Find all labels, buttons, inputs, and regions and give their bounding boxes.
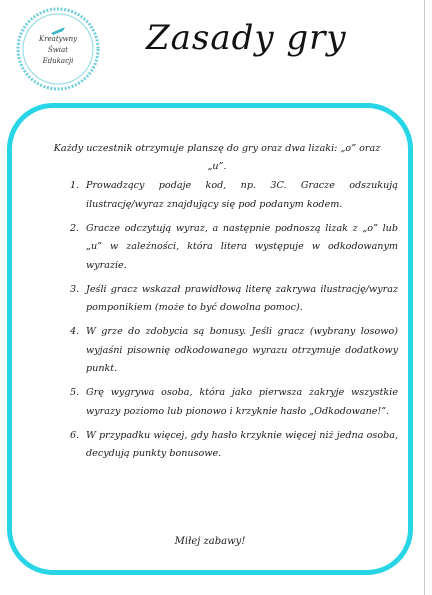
logo-text-line-1: Kreatywny bbox=[38, 35, 78, 43]
rule-text: Jeśli gracz wskazał prawidłową literę zakrywa ilustrację/wyraz pomponikiem (może to być dowolna pomoc). bbox=[86, 283, 398, 313]
rule-text: Grę wygrywa osoba, która jako pierwsza zakryje wszystkie wyrazy poziomo lub pionowo i krzyknie hasło „Odkodowane!”. bbox=[86, 387, 398, 417]
rule-number: 2. bbox=[70, 222, 80, 234]
logo bbox=[15, 6, 101, 92]
rule-number: 1. bbox=[70, 180, 80, 191]
rule-text: W przypadku więcej, gdy hasło krzyknie więcej niż jedna osoba, decydują punkty bonusowe. bbox=[86, 429, 398, 459]
page-edge-divider bbox=[424, 0, 425, 595]
rule-text: Prowadzący podaje kod, np. 3C. Gracze odszukują ilustrację/wyraz znajdujący się pod podanym kodem. bbox=[86, 180, 398, 210]
rule-number: 4. bbox=[70, 326, 80, 337]
rule-text: W grze do zdobycia są bonusy. Jeśli gracz (wybrany losowo) wyjaśni pisownię odkodowanego wyrazu otrzymuje dodatkowy punkt. bbox=[86, 326, 398, 374]
page-title: Zasady gry bbox=[146, 18, 347, 58]
rule-number: 5. bbox=[70, 387, 80, 398]
intro-text: Każdy uczestnik otrzymuje planszę do gry oraz dwa lizaki: „o” oraz „u”. bbox=[53, 143, 381, 172]
rule-number: 3. bbox=[70, 283, 80, 295]
rule-item bbox=[70, 177, 398, 214]
logo-text-line-2: Świat bbox=[47, 46, 68, 54]
rule-number: 6. bbox=[70, 429, 80, 441]
rule-item bbox=[70, 384, 398, 421]
logo-text-line-3: Edukacji bbox=[42, 57, 74, 65]
rule-item bbox=[70, 427, 398, 464]
rule-item bbox=[70, 220, 398, 276]
closing-text: Miłej zabawy! bbox=[174, 536, 246, 547]
rules-list bbox=[70, 177, 398, 469]
rule-item bbox=[70, 281, 398, 318]
rule-item bbox=[70, 323, 398, 379]
rule-text: Gracze odczytują wyraz, a następnie podnoszą lizak z „o” lub „u” w zależności, która litera występuje w odkodowanym wyrazie. bbox=[86, 222, 398, 271]
